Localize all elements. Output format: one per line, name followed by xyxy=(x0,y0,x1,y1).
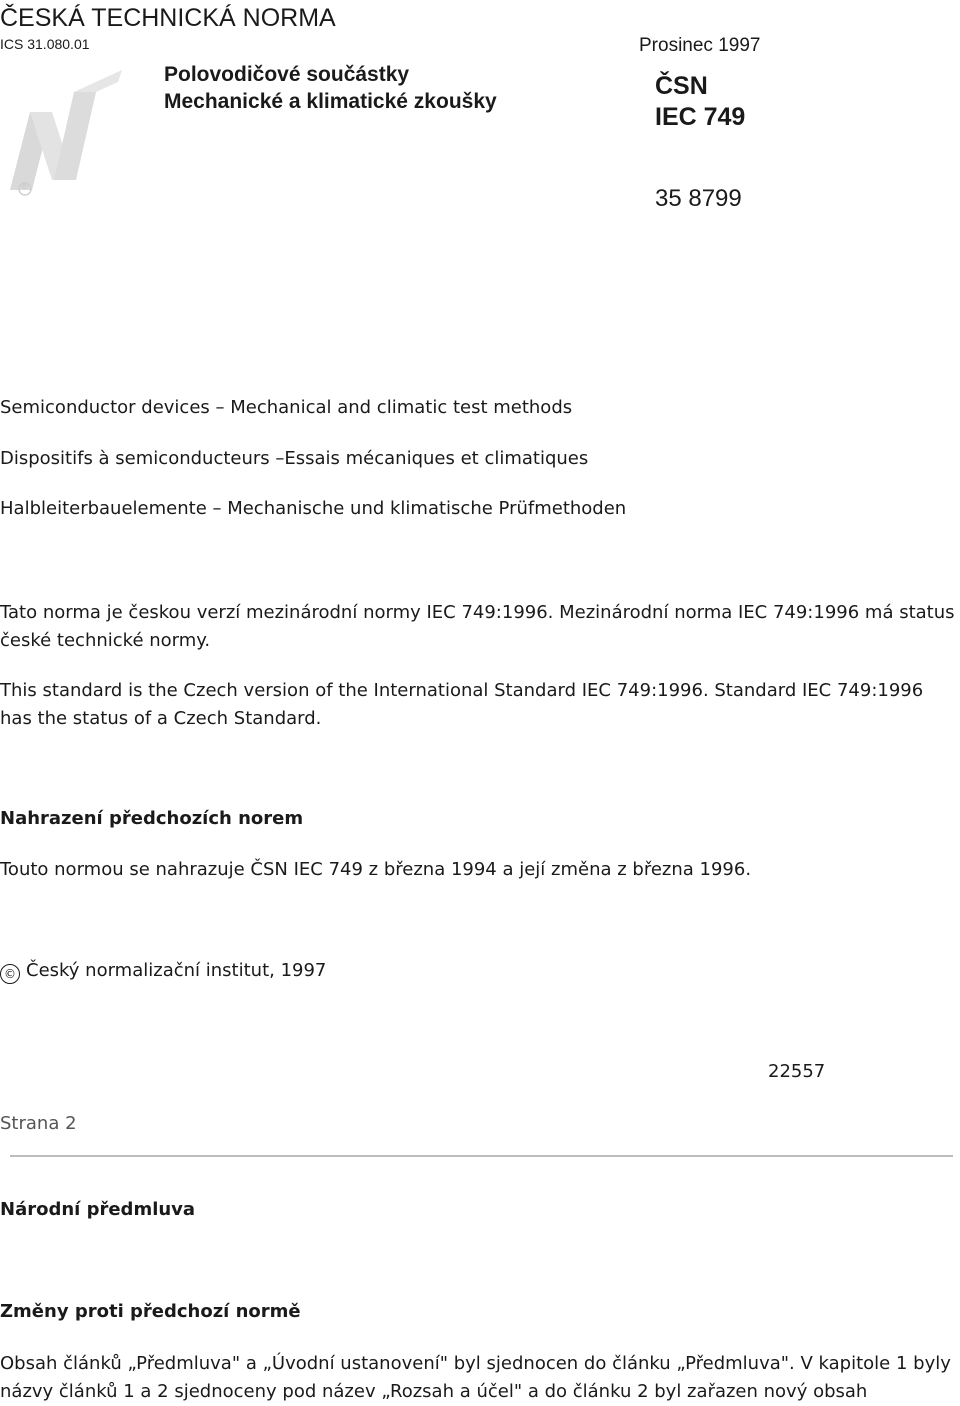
page-divider xyxy=(10,1155,953,1157)
csni-logo xyxy=(0,52,125,202)
foreword-heading: Národní předmluva xyxy=(0,1199,196,1220)
copyright-text: Český normalizační institut, 1997 xyxy=(26,960,327,981)
replacement-text: Touto normou se nahrazuje ČSN IEC 749 z března 1994 a její změna z března 1996. xyxy=(0,859,752,880)
status-english: This standard is the Czech version of the International Standard IEC 749:1996. Standard IEC 749:1996 has the status of a Czech Standard. xyxy=(0,680,924,729)
replacement-heading: Nahrazení předchozích norem xyxy=(0,808,304,829)
changes-heading: Změny proti předchozí normě xyxy=(0,1301,301,1322)
title-english: Semiconductor devices – Mechanical and climatic test methods xyxy=(0,397,573,418)
title-german: Halbleiterbauelemente – Mechanische und klimatische Prüfmethoden xyxy=(0,498,627,519)
csn-line2: IEC 749 xyxy=(655,103,746,131)
ics-code: ICS 31.080.01 xyxy=(0,36,90,52)
status-czech: Tato norma je českou verzí mezinárodní normy IEC 749:1996. Mezinárodní norma IEC 749:1996 má status české technické normy. xyxy=(0,602,955,651)
copyright-icon: © xyxy=(0,964,20,984)
document-number: 22557 xyxy=(768,1061,826,1082)
csni-logo-icon xyxy=(0,52,125,202)
classification-number: 35 8799 xyxy=(655,185,742,212)
norm-title: ČESKÁ TECHNICKÁ NORMA xyxy=(0,4,336,32)
title-czech-line1: Polovodičové součástky xyxy=(164,63,410,86)
title-czech xyxy=(164,61,497,115)
csn-line1: ČSN xyxy=(655,72,708,100)
page-label: Strana 2 xyxy=(0,1113,77,1134)
copyright-line xyxy=(0,960,326,984)
registered-mark: ® xyxy=(21,181,28,191)
csn-designation xyxy=(655,71,745,133)
title-czech-line2: Mechanické a klimatické zkoušky xyxy=(164,90,497,113)
publication-date: Prosinec 1997 xyxy=(639,35,761,56)
changes-text: Obsah článků „Předmluva" a „Úvodní ustanovení" byl sjednocen do článku „Předmluva". V kapitole 1 byly názvy článků 1 a 2 sjednoceny pod název „Rozsah a účel" a do článku 2 byl zařazen nový obsah xyxy=(0,1353,951,1402)
title-french: Dispositifs à semiconducteurs –Essais mécaniques et climatiques xyxy=(0,448,589,469)
